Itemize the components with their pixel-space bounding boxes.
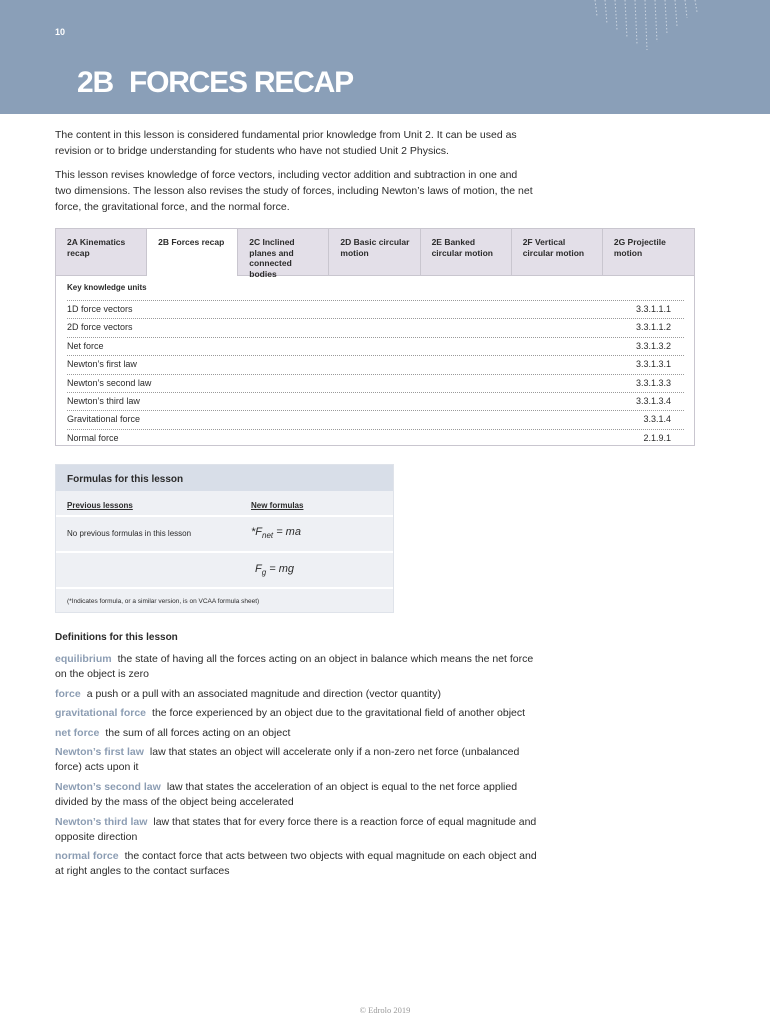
unit-code: 3.3.1.3.1: [635, 359, 671, 370]
lesson-overview-box: [55, 228, 695, 446]
previous-lessons-label: Previous lessons: [67, 501, 133, 510]
definition-term: gravitational force: [55, 707, 147, 720]
definition-item: [55, 815, 537, 845]
definition-text: law that states an object will accelerate only if a non-zero net force (unbalanced force) acts upon it: [55, 746, 520, 774]
decorative-lines-graphic: [585, 0, 770, 60]
tab-2e-banked-circular-motion[interactable]: 2E Banked circular motion: [421, 229, 512, 276]
lesson-code: 2B: [77, 66, 113, 99]
unit-name: Net force: [67, 340, 104, 351]
table-row: [67, 411, 684, 429]
formulas-heading: Formulas for this lesson: [56, 465, 393, 491]
unit-code: 3.3.1.3.4: [635, 395, 671, 406]
formula-sheet-note: (*Indicates formula, or a similar version, is on VCAA formula sheet): [67, 598, 260, 605]
unit-code: 3.3.1.1.1: [635, 304, 671, 314]
tab-2a-kinematics-recap[interactable]: 2A Kinematics recap: [56, 229, 147, 276]
definition-item: [55, 726, 537, 741]
tab-2f-vertical-circular-motion[interactable]: 2F Vertical circular motion: [512, 229, 603, 276]
unit-name: 2D force vectors: [67, 322, 133, 333]
table-row: [67, 319, 684, 337]
definition-term: equilibrium: [55, 653, 112, 665]
unit-code: 3.3.1.4: [643, 414, 671, 425]
tab-2c-inclined-planes[interactable]: 2C Inclined planes and connected bodies: [238, 229, 329, 276]
unit-name: Newton’s third law: [67, 395, 140, 406]
definition-term: normal force: [55, 850, 119, 863]
definition-term: Newton’s second law: [55, 780, 161, 793]
definitions-list: [55, 652, 537, 884]
divider: [56, 551, 393, 553]
definition-item: [55, 780, 537, 810]
formula-net-force: $*F_{net}$ = ma: [251, 526, 301, 540]
table-row: [67, 430, 684, 447]
intro-paragraph-2: This lesson revises knowledge of force vectors, including vector addition and subtraction in one and two dimensions. The lesson also revises the study of forces, including Newton’s laws of motion, the net force, the gravitational force, and the normal force.: [55, 169, 533, 213]
table-row: [67, 356, 684, 374]
unit-name: Normal force: [67, 432, 119, 443]
divider: [56, 515, 393, 517]
divider: [56, 587, 393, 589]
intro-paragraph-1: The content in this lesson is considered fundamental prior knowledge from Unit 2. It can be used as revision or to bridge understanding for students who have not studied Unit 2 Physics.: [55, 129, 517, 157]
table-row: [67, 301, 684, 319]
definition-item: [55, 652, 537, 682]
unit-code: 3.3.1.1.2: [635, 322, 671, 333]
definition-term: force: [55, 687, 81, 700]
definition-text: the state of having all the forces acting on an object in balance which means the net force on the object is zero: [55, 653, 534, 680]
formula-gravitational-force: $F_g$ = mg: [255, 563, 295, 577]
table-row: [67, 338, 684, 356]
definition-item: [55, 745, 537, 775]
definition-item: [55, 687, 537, 702]
table-row: [67, 375, 684, 393]
tab-2b-forces-recap[interactable]: 2B Forces recap: [147, 229, 238, 276]
unit-name: Newton’s second law: [67, 377, 152, 388]
definition-text: the contact force that acts between two objects with equal magnitude on each object and at right angles to the contact surfaces: [55, 850, 537, 878]
tab-2d-basic-circular-motion[interactable]: 2D Basic circular motion: [329, 229, 420, 276]
lesson-title: FORCES RECAP: [128, 66, 353, 99]
no-previous-formulas-text: No previous formulas in this lesson: [67, 529, 192, 538]
page-title: [77, 66, 353, 100]
unit-code: 3.3.1.3.3: [635, 377, 671, 388]
definition-term: Newton’s first law: [55, 746, 144, 759]
page-number: 10: [55, 27, 66, 37]
unit-code: 2.1.9.1: [643, 432, 671, 443]
definition-text: the force experienced by an object due to the gravitational field of another object: [152, 707, 526, 720]
definition-text: law that states that for every force there is a reaction force of equal magnitude and opposite direction: [55, 815, 537, 843]
unit-name: Newton’s first law: [67, 359, 137, 370]
unit-code: 3.3.1.3.2: [635, 340, 671, 351]
table-row: [67, 393, 684, 411]
formulas-box: [55, 464, 394, 613]
key-knowledge-heading: Key knowledge units: [67, 283, 147, 292]
definition-item: [55, 706, 537, 721]
definition-term: Newton’s third law: [55, 815, 148, 828]
definition-item: [55, 849, 537, 879]
unit-name: 1D force vectors: [67, 304, 133, 314]
header-banner: [0, 0, 770, 114]
definition-term: net force: [55, 726, 100, 739]
definition-text: the sum of all forces acting on an object: [105, 726, 291, 739]
definition-text: a push or a pull with an associated magnitude and direction (vector quantity): [86, 687, 441, 700]
new-formulas-label: New formulas: [251, 501, 304, 510]
lesson-tabs: [56, 229, 694, 279]
definitions-heading: Definitions for this lesson: [55, 632, 178, 643]
definition-text: law that states the acceleration of an object is equal to the net force applied divided by the mass of the object being accelerated: [55, 780, 518, 808]
key-knowledge-table: [67, 300, 684, 447]
tab-2g-projectile-motion[interactable]: 2G Projectile motion: [603, 229, 694, 276]
copyright-footer: © Edrolo 2019: [359, 1005, 411, 1015]
unit-name: Gravitational force: [67, 414, 141, 425]
